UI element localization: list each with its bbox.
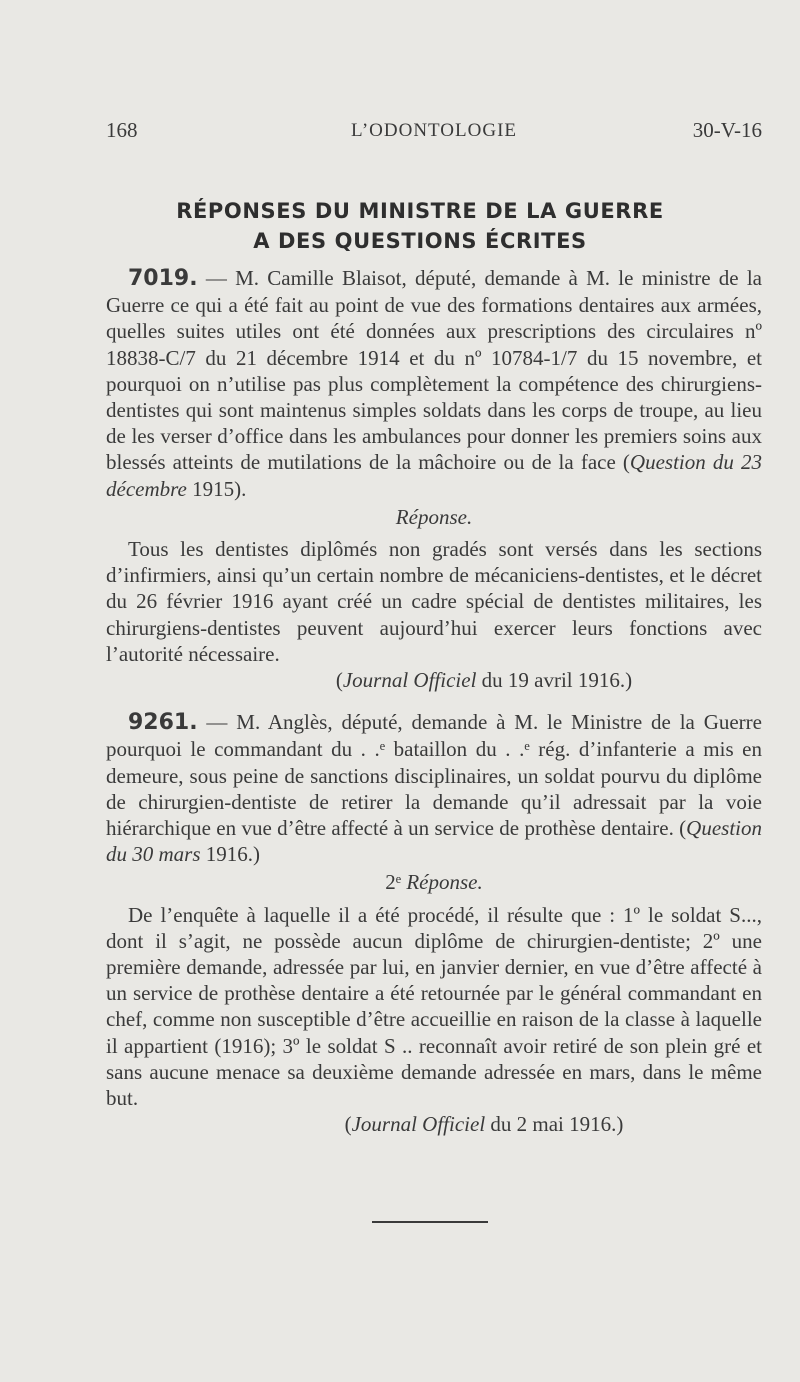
question-date-tail: 1916.) bbox=[200, 842, 261, 867]
issue-date: 30-V-16 bbox=[692, 118, 762, 142]
end-rule bbox=[372, 1221, 488, 1223]
question-number: 7019. bbox=[128, 266, 198, 291]
title-line-2: A DES QUESTIONS ÉCRITES bbox=[253, 229, 587, 253]
article-body bbox=[106, 265, 762, 1154]
question-date-tail: 1915). bbox=[186, 476, 247, 501]
question-7019 bbox=[106, 265, 762, 502]
answer-label: Réponse. bbox=[395, 504, 473, 529]
question-date: Question du 30 mars bbox=[106, 816, 762, 867]
question-9261 bbox=[106, 709, 762, 867]
source-journal: Journal Officiel bbox=[342, 668, 477, 693]
source-journal: Journal Officiel bbox=[351, 1112, 486, 1137]
answer-9261: De l’enquête à laquelle il a été procédé, il résulte que : 1º le soldat S..., dont il s’agit, ne possède aucun diplôme de chirurgien-dentiste; 2º une première demande, adressée par lui, en janvier dernier, en vue d’être affecté à un service de prothèse dentaire a été retournée par le général commandant en chef, comme non susceptible d’être accueillie en raison de la classe à laquelle il appartient (1916); 3º le soldat S .. reconnaît avoir retiré de son plein gré et sans aucune menace sa deuxième demande adressée en mars, dans le même but. bbox=[106, 902, 762, 1111]
source-citation: (Journal Officiel du 2 mai 1916.) bbox=[344, 1112, 624, 1137]
answer-label: 2ᵉ Réponse. bbox=[385, 870, 483, 895]
answer-7019: Tous les dentistes diplômés non gradés sont versés dans les sections d’infirmiers, ainsi qu’un certain nombre de mécaniciens-dentistes, et le décret du 26 février 1916 ayant créé un cadre spécial de dentistes militaires, les chirurgiens-dentistes peuvent aujourd’hui exercer leurs fonctions avec l’autorité nécessaire. bbox=[106, 537, 762, 666]
page-number: 168 bbox=[106, 118, 138, 142]
question-number: 9261. bbox=[128, 710, 198, 736]
title-line-1: RÉPONSES DU MINISTRE DE LA GUERRE bbox=[176, 199, 664, 223]
source-citation: (Journal Officiel du 19 avril 1916.) bbox=[335, 668, 633, 693]
journal-title: L’ODONTOLOGIE bbox=[350, 120, 518, 141]
article-title bbox=[60, 196, 780, 256]
question-text: — M. Anglès, député, demande à M. le Ministre de la Guerre pourquoi le commandant du . .ᵉ bataillon du . .ᵉ rég. d’infanterie a mis en demeure, sous peine de sanctions disciplinaires, un soldat pourvu du diplôme de chirurgien-dentiste de retirer la demande qu’il adressait par la voie hiérarchique en vue d’être affecté à un service de prothèse dentaire. ( bbox=[106, 710, 762, 841]
running-head bbox=[106, 118, 762, 148]
question-date: Question du 23 décembre bbox=[106, 450, 762, 501]
question-text: — M. Camille Blaisot, député, demande à M. le ministre de la Guerre ce qui a été fait au point de vue des formations dentaires aux armées, quelles suites utiles ont été données aux prescriptions des circulaires nº 18838-C/7 du 21 décembre 1914 et du nº 10784-1/7 du 15 novembre, et pourquoi on n’utilise pas plus complètement la compétence des chirurgiens-dentistes qui sont maintenus simples soldats dans les corps de troupe, au lieu de les verser d’office dans les ambulances pour donner les premiers soins aux blessés atteints de mutilations de la mâchoire ou de la face ( bbox=[106, 266, 762, 475]
